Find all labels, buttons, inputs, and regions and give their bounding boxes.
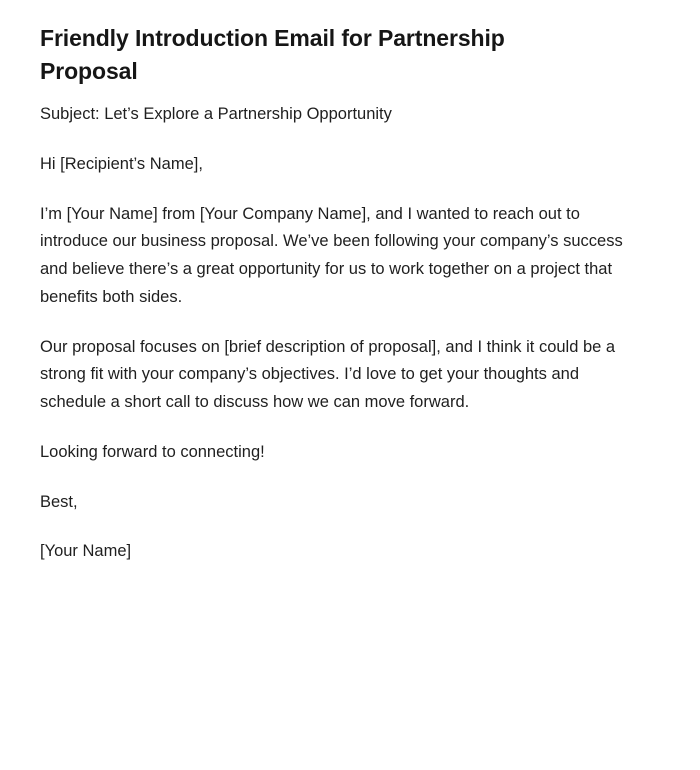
- email-closing-line: Looking forward to connecting!: [40, 442, 265, 461]
- email-greeting: Hi [Recipient’s Name],: [40, 155, 203, 174]
- email-body-paragraph-1: I’m [Your Name] from [Your Company Name], and I wanted to reach out to introduce our business proposal. We’ve been following your company’s success and believe there’s a great opportunity for us to work together on a project that benefits both sides.: [40, 204, 623, 306]
- email-signoff: Best,: [40, 492, 78, 511]
- email-body-paragraph-2: Our proposal focuses on [brief description of proposal], and I think it could be a strong fit with your company’s objectives. I’d love to get your thoughts and schedule a short call to discuss how we can move forward.: [40, 337, 616, 412]
- page-title: Friendly Introduction Email for Partnership Proposal: [40, 25, 505, 84]
- email-signature-name: [Your Name]: [40, 542, 132, 561]
- email-subject-line: Subject: Let’s Explore a Partnership Opportunity: [40, 105, 392, 124]
